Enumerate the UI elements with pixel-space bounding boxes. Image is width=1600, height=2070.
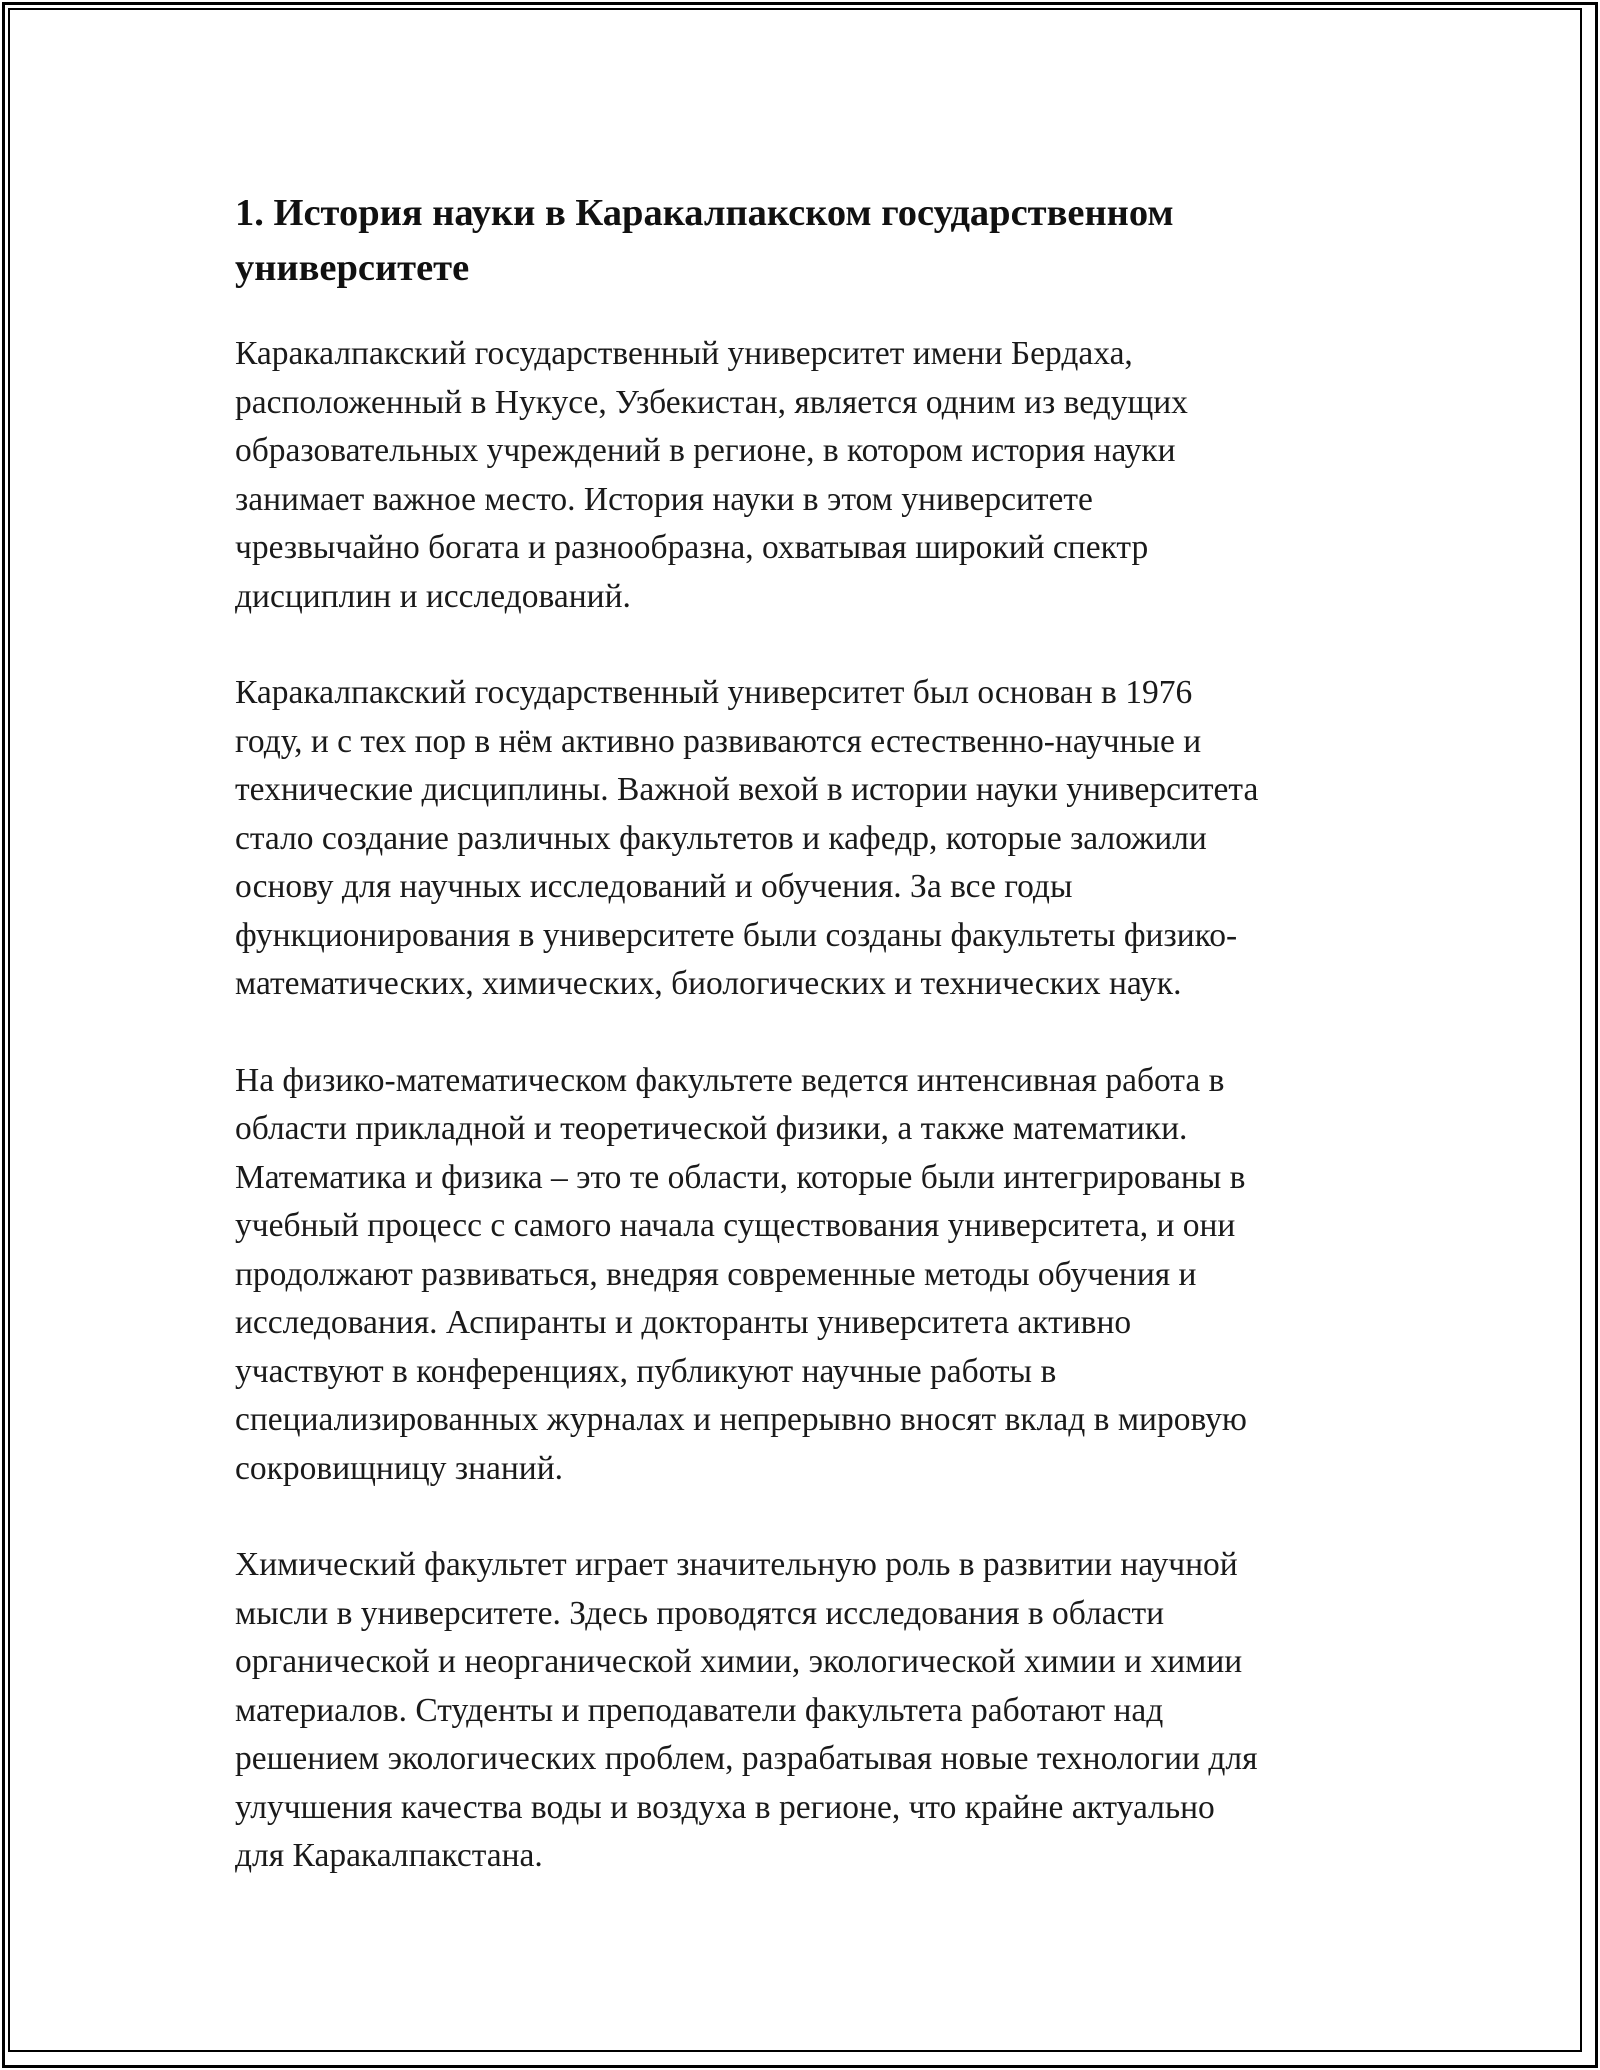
heading-line: университете — [235, 247, 470, 289]
text-line: специализированных журналах и непрерывно вносят вклад в мировую — [235, 1401, 1247, 1438]
text-line: решением экологических проблем, разрабатывая новые технологии для — [235, 1740, 1258, 1777]
text-line: чрезвычайно богата и разнообразна, охватывая широкий спектр — [235, 529, 1149, 566]
text-line: образовательных учреждений в регионе, в котором история науки — [235, 432, 1176, 469]
text-line: мысли в университете. Здесь проводятся исследования в области — [235, 1594, 1165, 1632]
text-line: На физико-математическом факультете ведется интенсивная работа в — [235, 1061, 1225, 1099]
section-heading — [235, 186, 1370, 296]
text-line: улучшения качества воды и воздуха в регионе, что крайне актуально — [235, 1788, 1215, 1826]
text-line: продолжают развиваться, внедряя современные методы обучения и — [235, 1255, 1197, 1293]
heading-line: 1. История науки в Каракалпакском государственном — [235, 192, 1174, 234]
text-line: для Каракалпакстана. — [235, 1837, 543, 1874]
text-line: Каракалпакский государственный университет имени Бердаха, — [235, 335, 1133, 372]
text-line: математических, химических, биологических и технических наук. — [235, 965, 1182, 1002]
paragraph-chemistry-faculty — [235, 1541, 1370, 1881]
text-line: Каракалпакский государственный университет был основан в 1976 — [235, 674, 1193, 711]
text-line: году, и с тех пор в нём активно развиваются естественно-научные и — [235, 722, 1202, 760]
text-line: стало создание различных факультетов и кафедр, которые заложили — [235, 819, 1207, 857]
text-line: функционирования в университете были созданы факультеты физико- — [235, 916, 1238, 954]
text-line: органической и неорганической химии, экологической химии и химии — [235, 1643, 1243, 1680]
paragraph-university-founding — [235, 669, 1370, 1009]
text-line: технические дисциплины. Важной вехой в истории науки университета — [235, 771, 1259, 808]
paragraph-physics-math-faculty — [235, 1057, 1370, 1494]
text-line: области прикладной и теоретической физики, а также математики. — [235, 1110, 1188, 1147]
text-line: расположенный в Нукусе, Узбекистан, является одним из ведущих — [235, 383, 1188, 421]
text-line: учебный процесс с самого начала существования университета, и они — [235, 1207, 1236, 1244]
text-line: основу для научных исследований и обучения. За все годы — [235, 868, 1073, 905]
text-line: сокровищницу знаний. — [235, 1449, 564, 1487]
document-body — [235, 186, 1370, 1929]
paragraph-university-overview — [235, 330, 1370, 621]
text-line: Математика и физика – это те области, которые были интегрированы в — [235, 1158, 1246, 1196]
text-line: участвуют в конференциях, публикуют научные работы в — [235, 1352, 1057, 1390]
text-line: Химический факультет играет значительную роль в развитии научной — [235, 1546, 1238, 1583]
text-line: исследования. Аспиранты и докторанты университета активно — [235, 1304, 1132, 1341]
text-line: занимает важное место. История науки в этом университете — [235, 480, 1093, 518]
text-line: дисциплин и исследований. — [235, 577, 631, 615]
text-line: материалов. Студенты и преподаватели факультета работают над — [235, 1691, 1164, 1729]
